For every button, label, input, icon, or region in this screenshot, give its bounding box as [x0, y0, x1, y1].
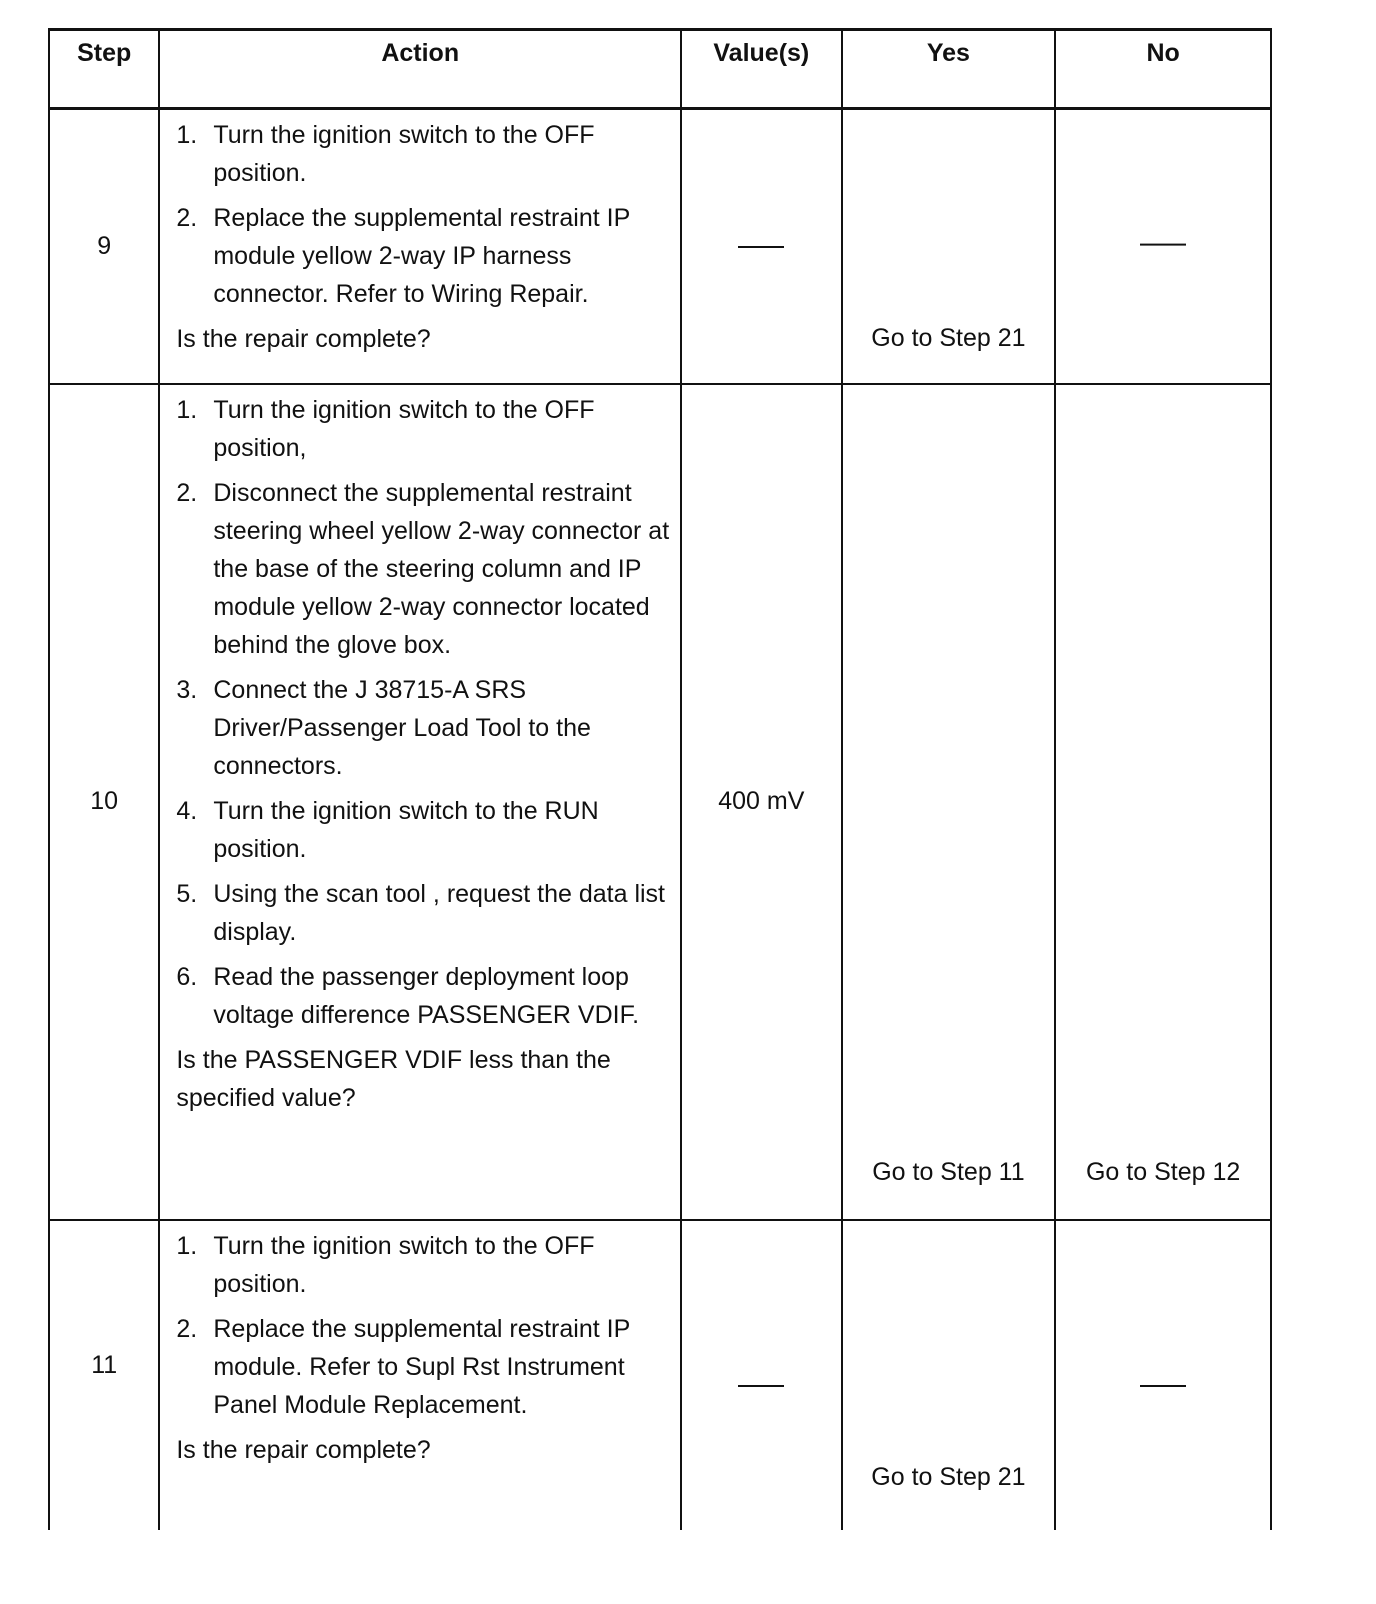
action-item-text: Connect the J 38715-A SRS Driver/Passenger Load Tool to the connectors.: [213, 675, 591, 780]
action-item: [176, 671, 680, 785]
value-text: 400 mV: [718, 787, 805, 815]
action-item: [176, 1227, 680, 1303]
action-item-number: 1.: [176, 1231, 198, 1260]
no-dash: [1056, 229, 1270, 258]
table-row: [49, 384, 1271, 1220]
action-item-text: Replace the supplemental restraint IP module. Refer to Supl Rst Instrument Panel Module Replacement.: [213, 1314, 630, 1419]
yes-goto: Go to Step 21: [871, 1462, 1026, 1491]
diagnostic-table: [48, 28, 1272, 1530]
action-item: [176, 1310, 680, 1424]
action-item-text: Turn the ignition switch to the OFF position,: [213, 395, 595, 462]
action-item: [176, 875, 680, 951]
no-dash: [1056, 1371, 1270, 1400]
yes-goto: Go to Step 21: [871, 323, 1026, 352]
no-cell: [1055, 109, 1271, 384]
dash-mark: [1140, 243, 1186, 245]
action-item-number: 4.: [176, 796, 198, 825]
yes-cell: [842, 109, 1056, 384]
action-item-number: 2.: [176, 204, 198, 232]
header-values: Value(s): [681, 30, 842, 109]
step-number: 9: [49, 109, 159, 384]
action-cell: [159, 1220, 681, 1530]
action-item-number: 1.: [176, 121, 198, 149]
action-item-number: 1.: [176, 395, 198, 424]
dash-mark: [738, 1385, 784, 1387]
action-item-number: 2.: [176, 1314, 198, 1343]
header-no: No: [1055, 30, 1271, 109]
dash-mark: [738, 246, 784, 248]
value-cell: [681, 384, 842, 1220]
action-item: [176, 391, 680, 467]
action-list: [176, 116, 680, 313]
action-item-number: 6.: [176, 962, 198, 991]
table-row: [49, 109, 1271, 384]
action-question: Is the PASSENGER VDIF less than the specified value?: [176, 1045, 611, 1112]
header-yes: Yes: [842, 30, 1056, 109]
action-item-text: Using the scan tool , request the data list display.: [213, 879, 666, 946]
header-action: Action: [159, 30, 681, 109]
action-cell: [159, 109, 681, 384]
value-cell: [681, 1220, 842, 1530]
action-list: [176, 1227, 680, 1424]
action-question: Is the repair complete?: [176, 325, 431, 353]
action-item-text: Turn the ignition switch to the OFF position.: [213, 1231, 595, 1298]
step-number: 11: [49, 1220, 159, 1530]
action-item-number: 2.: [176, 478, 198, 507]
value-cell: [681, 109, 842, 384]
action-item: [176, 474, 680, 664]
yes-cell: [842, 1220, 1056, 1530]
dash-mark: [1140, 1385, 1186, 1387]
no-goto: Go to Step 12: [1085, 1157, 1241, 1186]
header-row: [49, 30, 1271, 109]
action-item: [176, 116, 680, 192]
action-question: Is the repair complete?: [176, 1435, 431, 1464]
action-list: [176, 391, 680, 1034]
no-cell: [1055, 384, 1271, 1220]
table-header: [49, 30, 1271, 109]
table-row: [49, 1220, 1271, 1530]
action-item-text: Turn the ignition switch to the RUN position.: [213, 796, 599, 863]
action-item: [176, 792, 680, 868]
action-item-number: 5.: [176, 879, 198, 908]
no-cell: [1055, 1220, 1271, 1530]
action-item-text: Turn the ignition switch to the OFF position.: [213, 121, 595, 187]
action-item-number: 3.: [176, 675, 198, 704]
yes-goto: Go to Step 11: [872, 1157, 1025, 1186]
action-item: [176, 958, 680, 1034]
action-item: [176, 199, 680, 313]
action-item-text: Replace the supplemental restraint IP module yellow 2-way IP harness connector. Refer to Wiring Repair.: [213, 204, 630, 308]
step-number: 10: [49, 384, 159, 1220]
action-cell: [159, 384, 681, 1220]
action-item-text: Disconnect the supplemental restraint steering wheel yellow 2-way connector at the base of the steering column and IP module yellow 2-way connector located behind the glove box.: [213, 478, 670, 659]
header-step: Step: [49, 30, 159, 109]
yes-cell: [842, 384, 1056, 1220]
action-item-text: Read the passenger deployment loop voltage difference PASSENGER VDIF.: [213, 962, 640, 1029]
